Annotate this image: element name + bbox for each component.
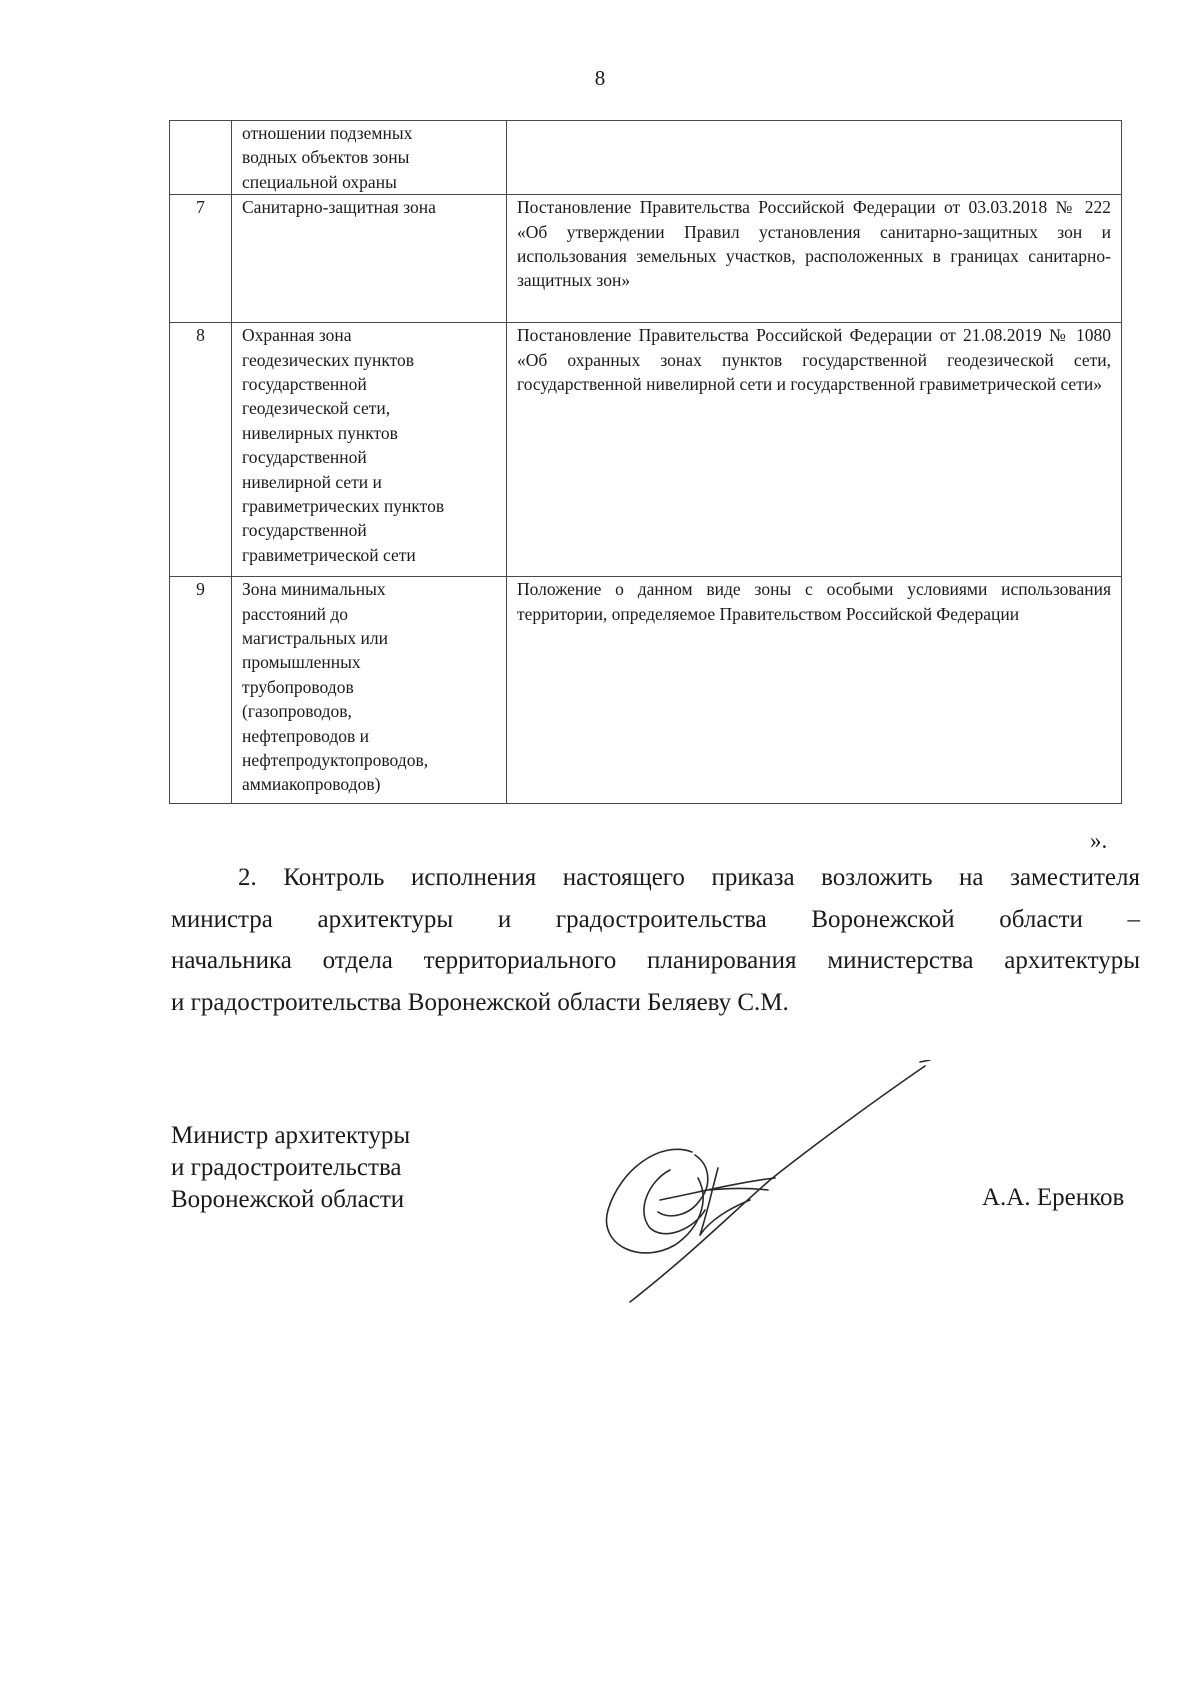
handwritten-signature [600, 1060, 940, 1310]
position-line: Министр архитектуры [171, 1122, 411, 1149]
zone-name [232, 195, 507, 323]
zone-name-line: государственной [242, 374, 367, 395]
position-line: и градостроительства [171, 1154, 402, 1181]
regulatory-document: Положение о данном виде зоны с особыми условиями использования территории, определяемое Правительством Российской Федерации [507, 577, 1122, 804]
closing-quote: ». [1090, 828, 1108, 853]
zone-name-line: Зона минимальных [242, 579, 386, 600]
paragraph-line: и градостроительства Воронежской области Беляеву С.М. [171, 988, 789, 1016]
body-paragraph [171, 857, 1140, 1023]
zone-name-line: нефтепроводов и [242, 725, 370, 746]
zone-name-line: трубопроводов [242, 676, 354, 697]
zone-name-line: государственной [242, 447, 367, 468]
table-row [170, 577, 1122, 804]
zone-name-line: Санитарно-защитная зона [242, 197, 436, 218]
zone-name-line: специальной охраны [242, 171, 397, 192]
zone-name-line: (газопроводов, [242, 701, 352, 722]
row-number [170, 121, 232, 195]
zone-name-line: магистральных или [242, 628, 388, 649]
zone-name-line: промышленных [242, 652, 361, 673]
regulatory-document: Постановление Правительства Российской Федерации от 03.03.2018 № 222 «Об утверждении Правил установления санитарно-защитных зон и использования земельных участков, расположенных в границах санитарно-защитных зон» [507, 195, 1122, 323]
zones-table [169, 120, 1122, 804]
regulatory-document [507, 121, 1122, 195]
zone-name-line: Охранная зона [242, 325, 352, 346]
zone-name [232, 121, 507, 195]
zone-name-line: нивелирных пунктов [242, 422, 398, 443]
zone-name-line: аммиакопроводов) [242, 774, 381, 795]
table-row [170, 121, 1122, 195]
table-row [170, 323, 1122, 577]
zone-name-line: геодезических пунктов [242, 349, 415, 370]
zone-name-line: нивелирной сети и [242, 471, 382, 492]
zone-name-line: государственной [242, 520, 367, 541]
page-number: 8 [594, 66, 606, 90]
zone-name-line: нефтепродуктопроводов, [242, 750, 429, 771]
position-line: Воронежской области [171, 1186, 405, 1213]
row-number: 7 [170, 195, 232, 323]
zone-name-line: водных объектов зоны [242, 147, 410, 168]
signer-name: А.А. Еренков [982, 1184, 1125, 1211]
zone-name-line: геодезической сети, [242, 398, 391, 419]
regulatory-document: Постановление Правительства Российской Федерации от 21.08.2019 № 1080 «Об охранных зонах пунктов государственной геодезической сети, государственной нивелирной сети и государственной гравиметрической сети» [507, 323, 1122, 577]
zone-name-line: гравиметрической сети [242, 544, 416, 565]
zone-name-line: расстояний до [242, 603, 349, 624]
zone-name-line: гравиметрических пунктов [242, 496, 445, 517]
zone-name [232, 577, 507, 804]
signer-position [171, 1120, 410, 1216]
zone-name [232, 323, 507, 577]
row-number: 8 [170, 323, 232, 577]
paragraph-line: начальника отдела территориального планирования министерства архитектуры [171, 947, 1140, 974]
paragraph-line: 2. Контроль исполнения настоящего приказа возложить на заместителя [238, 864, 1140, 891]
paragraph-line: министра архитектуры и градостроительства Воронежской области – [171, 905, 1140, 933]
zone-name-line: отношении подземных [242, 123, 413, 143]
row-number: 9 [170, 577, 232, 804]
table-row [170, 195, 1122, 323]
